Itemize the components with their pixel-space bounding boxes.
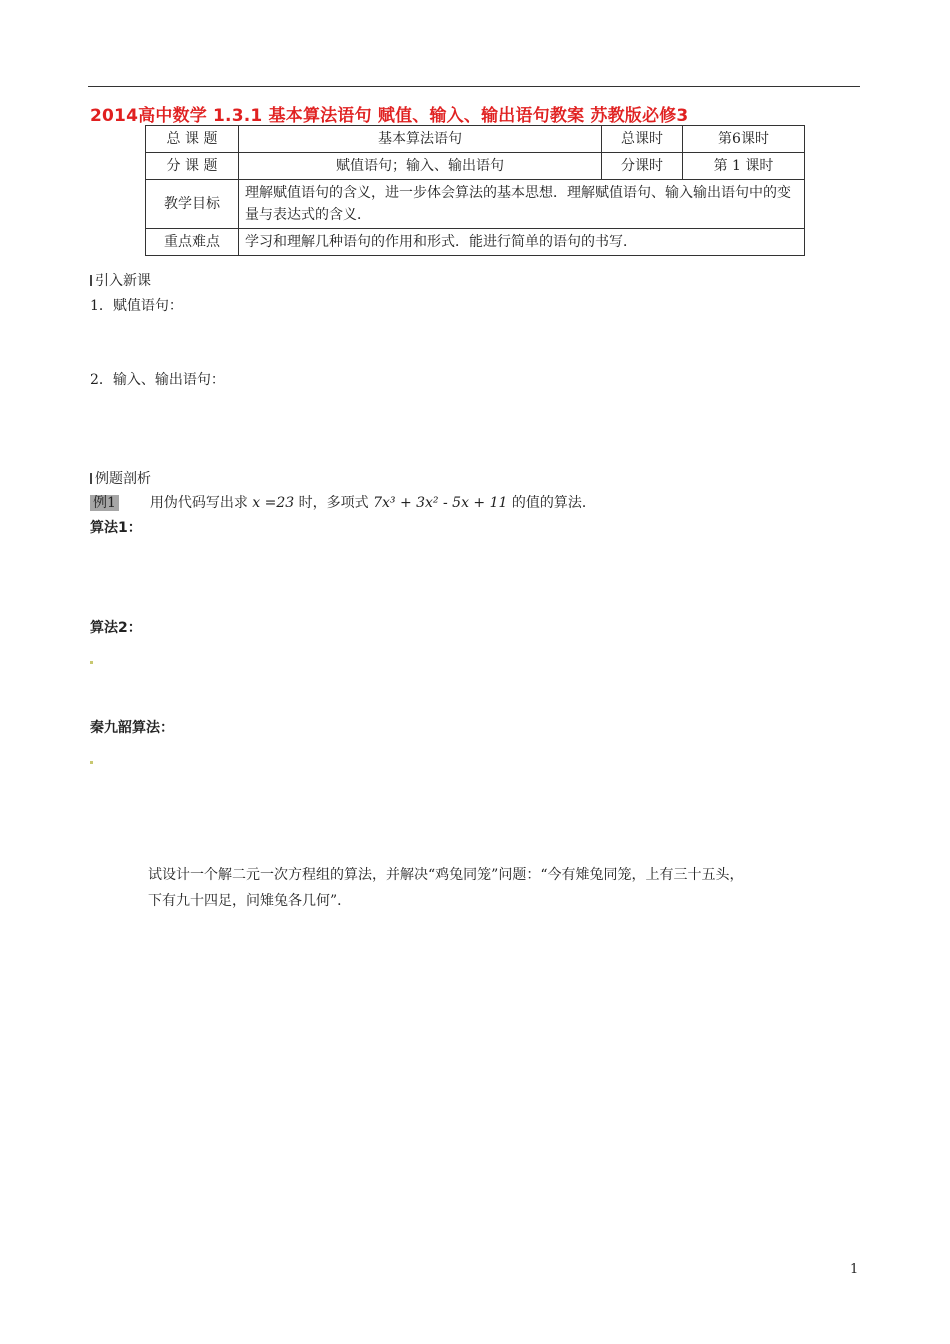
algorithm-1-label: 算法1： [90, 520, 142, 536]
section-heading-examples: 例题剖析 [90, 468, 151, 488]
exercise-line-2: 下有九十四足，问雉兔各几何”． [148, 893, 352, 909]
top-rule [88, 86, 860, 87]
value-sub-hours: 第 1 课时 [683, 153, 805, 180]
label-sub-hours: 分课时 [602, 153, 683, 180]
label-objectives: 教学目标 [146, 180, 239, 229]
example-1 [90, 492, 596, 512]
label-key-points: 重点难点 [146, 229, 239, 256]
qin-jiushao-label: 秦九韶算法： [90, 720, 174, 736]
value-total-topic: 基本算法语句 [239, 126, 602, 153]
stray-mark [90, 761, 93, 764]
table-row [146, 126, 805, 153]
course-info-table [145, 125, 805, 256]
example-prefix: 用伪代码写出求 [149, 495, 248, 511]
document-title: 2014高中数学 1.3.1 基本算法语句 赋值、输入、输出语句教案 苏教版必修3 [90, 106, 689, 126]
example-tag: 例1 [90, 495, 119, 511]
label-total-hours: 总课时 [602, 126, 683, 153]
value-key-points: 学习和理解几种语句的作用和形式．能进行简单的语句的书写． [239, 229, 805, 256]
algorithm-2-label: 算法2： [90, 620, 142, 636]
value-total-hours: 第6课时 [683, 126, 805, 153]
value-sub-topic: 赋值语句；输入、输出语句 [239, 153, 602, 180]
item-input-output: 2．输入、输出语句： [90, 372, 225, 388]
label-total-topic: 总 课 题 [146, 126, 239, 153]
example-mid: 时，多项式 [298, 495, 369, 511]
table-row [146, 153, 805, 180]
section-marker-icon [90, 275, 92, 286]
table-row [146, 180, 805, 229]
table-row [146, 229, 805, 256]
example-suffix: 的值的算法． [511, 495, 596, 511]
section-marker-icon [90, 473, 92, 484]
exercise-line-1: 试设计一个解二元一次方程组的算法，并解决“鸡兔同笼”问题：“今有雉兔同笼，上有三十五头， [148, 867, 744, 883]
stray-mark [90, 661, 93, 664]
section-heading-intro: 引入新课 [90, 270, 151, 290]
x-value: x =23 [252, 495, 295, 511]
item-assignment: 1．赋值语句： [90, 298, 183, 314]
label-sub-topic: 分 课 题 [146, 153, 239, 180]
polynomial: 7x³ + 3x² - 5x + 11 [373, 495, 508, 511]
value-objectives: 理解赋值语句的含义，进一步体会算法的基本思想．理解赋值语句、输入输出语句中的变量与表达式的含义． [239, 180, 805, 229]
page-number: 1 [850, 1262, 859, 1277]
